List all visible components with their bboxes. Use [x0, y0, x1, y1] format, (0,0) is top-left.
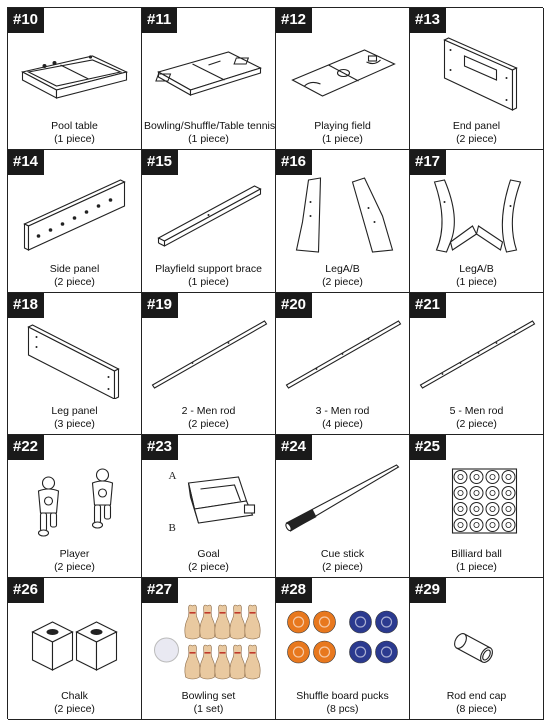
chalk-cube-left: [33, 622, 73, 670]
bowling-pin: [215, 645, 230, 679]
end-panel-illustration: [416, 30, 537, 114]
part-qty: (2 piece): [188, 560, 229, 573]
part-qty: (2 piece): [456, 418, 497, 431]
part-cell-17: [410, 150, 544, 292]
billiard-ball: [470, 487, 483, 500]
bowling-pin: [215, 605, 230, 639]
part-name: Bowling/Shuffle/Table tennis: [144, 120, 276, 133]
blue-puck: [350, 611, 372, 633]
part-name: Pool table: [51, 120, 98, 133]
part-number: #26: [8, 578, 44, 603]
part-number: #28: [276, 578, 312, 603]
goal-label-a: A: [168, 470, 177, 483]
part-name: Side panel: [49, 262, 100, 275]
part-cell-29: [410, 578, 544, 720]
billiard-ball: [502, 503, 515, 516]
part-cell-11: [142, 8, 276, 150]
part-number: #16: [276, 150, 312, 175]
part-cell-26: [8, 578, 142, 720]
part-qty: (2 piece): [54, 702, 95, 715]
blue-puck: [376, 641, 398, 663]
goal-illustration: [148, 457, 269, 541]
part-cell-22: [8, 435, 142, 577]
side-panel-illustration: [14, 172, 135, 256]
leg-a-b-illustration: [416, 172, 537, 256]
part-name: 2 - Men rod: [181, 405, 236, 418]
part-cell-20: [276, 293, 410, 435]
part-qty: (1 piece): [456, 560, 497, 573]
part-name: Playing field: [314, 120, 371, 133]
part-cell-25: [410, 435, 544, 577]
part-name: 5 - Men rod: [449, 405, 504, 418]
part-number: #14: [8, 150, 44, 175]
part-cell-27: [142, 578, 276, 720]
orange-puck: [314, 611, 336, 633]
part-cell-19: [142, 293, 276, 435]
part-name: Leg panel: [51, 405, 98, 418]
part-qty: (2 piece): [54, 560, 95, 573]
part-cell-24: [276, 435, 410, 577]
leg-a-b-illustration: [282, 172, 403, 256]
billiard-ball: [470, 503, 483, 516]
part-cell-18: [8, 293, 142, 435]
part-qty: (2 piece): [322, 560, 363, 573]
billiard-ball: [470, 519, 483, 532]
part-cell-10: [8, 8, 142, 150]
multi-game-board-illustration: [148, 30, 269, 114]
part-name: Shuffle board pucks: [296, 689, 389, 702]
part-name: End panel: [452, 120, 501, 133]
part-qty: (2 piece): [188, 418, 229, 431]
part-number: #18: [8, 293, 44, 318]
player-figure-left: [39, 477, 59, 536]
part-number: #13: [410, 8, 446, 33]
billiard-ball: [502, 487, 515, 500]
part-cell-12: [276, 8, 410, 150]
part-cell-28: [276, 578, 410, 720]
rod-illustration: [282, 315, 403, 399]
part-name: Bowling set: [181, 689, 236, 702]
orange-puck: [288, 641, 310, 663]
orange-puck: [288, 611, 310, 633]
shuffle-pucks-illustration: [282, 600, 403, 684]
part-qty: (1 piece): [456, 275, 497, 288]
leg-panel-illustration: [14, 315, 135, 399]
bowling-pin: [200, 645, 215, 679]
rod-illustration: [416, 315, 537, 399]
billiard-ball: [454, 471, 467, 484]
bowling-pin: [185, 605, 200, 639]
part-qty: (2 piece): [54, 275, 95, 288]
blue-puck: [350, 641, 372, 663]
part-number: #25: [410, 435, 446, 460]
part-cell-14: [8, 150, 142, 292]
part-qty: (2 piece): [322, 275, 363, 288]
pool-table-illustration: [14, 30, 135, 114]
chalk-illustration: [14, 600, 135, 684]
part-qty: (1 piece): [188, 133, 229, 146]
part-cell-23: [142, 435, 276, 577]
playing-field-illustration: [282, 30, 403, 114]
part-cell-16: [276, 150, 410, 292]
part-cell-21: [410, 293, 544, 435]
player-figure-illustration: [14, 457, 135, 541]
part-qty: (2 piece): [456, 133, 497, 146]
part-name: Cue stick: [320, 547, 365, 560]
part-qty: (1 set): [193, 702, 224, 715]
part-number: #19: [142, 293, 178, 318]
part-name: LegA/B: [325, 262, 360, 275]
part-number: #24: [276, 435, 312, 460]
bowling-ball: [155, 638, 179, 662]
part-number: #17: [410, 150, 446, 175]
part-number: #11: [142, 8, 177, 33]
part-qty: (1 piece): [188, 275, 229, 288]
part-qty: (4 piece): [322, 418, 363, 431]
billiard-ball: [470, 471, 483, 484]
part-qty: (1 piece): [54, 133, 95, 146]
cue-stick-illustration: [282, 457, 403, 541]
blue-puck: [376, 611, 398, 633]
billiard-ball-set-illustration: [416, 457, 537, 541]
part-number: #29: [410, 578, 446, 603]
billiard-ball: [502, 519, 515, 532]
bowling-pin: [245, 645, 260, 679]
bowling-pin: [230, 605, 245, 639]
bowling-pin: [200, 605, 215, 639]
bowling-set-illustration: [148, 600, 269, 684]
billiard-ball: [486, 503, 499, 516]
support-brace-illustration: [148, 172, 269, 256]
player-figure-right: [93, 469, 113, 528]
part-qty: (3 piece): [54, 418, 95, 431]
part-number: #22: [8, 435, 44, 460]
part-cell-13: [410, 8, 544, 150]
part-name: Billiard ball: [451, 547, 502, 560]
part-name: Player: [59, 547, 90, 560]
bowling-pin: [230, 645, 245, 679]
billiard-ball: [454, 519, 467, 532]
part-name: Chalk: [61, 689, 88, 702]
part-number: #10: [8, 8, 44, 33]
part-name: 3 - Men rod: [315, 405, 370, 418]
part-name: Rod end cap: [446, 689, 507, 702]
billiard-ball: [486, 487, 499, 500]
part-name: Goal: [197, 547, 220, 560]
part-number: #27: [142, 578, 178, 603]
part-number: #15: [142, 150, 178, 175]
part-number: #12: [276, 8, 312, 33]
part-cell-15: [142, 150, 276, 292]
rod-illustration: [148, 315, 269, 399]
billiard-ball: [454, 503, 467, 516]
billiard-ball: [502, 471, 515, 484]
bowling-pin: [245, 605, 260, 639]
part-number: #21: [410, 293, 446, 318]
part-number: #23: [142, 435, 178, 460]
part-number: #20: [276, 293, 312, 318]
part-name: Playfield support brace: [155, 262, 262, 275]
goal-label-b: B: [168, 522, 176, 535]
billiard-ball: [486, 471, 499, 484]
billiard-ball: [486, 519, 499, 532]
bowling-pin: [185, 645, 200, 679]
part-qty: (8 piece): [456, 702, 497, 715]
rod-end-cap-illustration: [416, 600, 537, 684]
chalk-cube-right: [77, 622, 117, 670]
parts-grid: [7, 7, 543, 719]
part-qty: (1 piece): [322, 133, 363, 146]
billiard-ball: [454, 487, 467, 500]
part-name: LegA/B: [459, 262, 494, 275]
orange-puck: [314, 641, 336, 663]
part-qty: (8 pcs): [326, 702, 359, 715]
